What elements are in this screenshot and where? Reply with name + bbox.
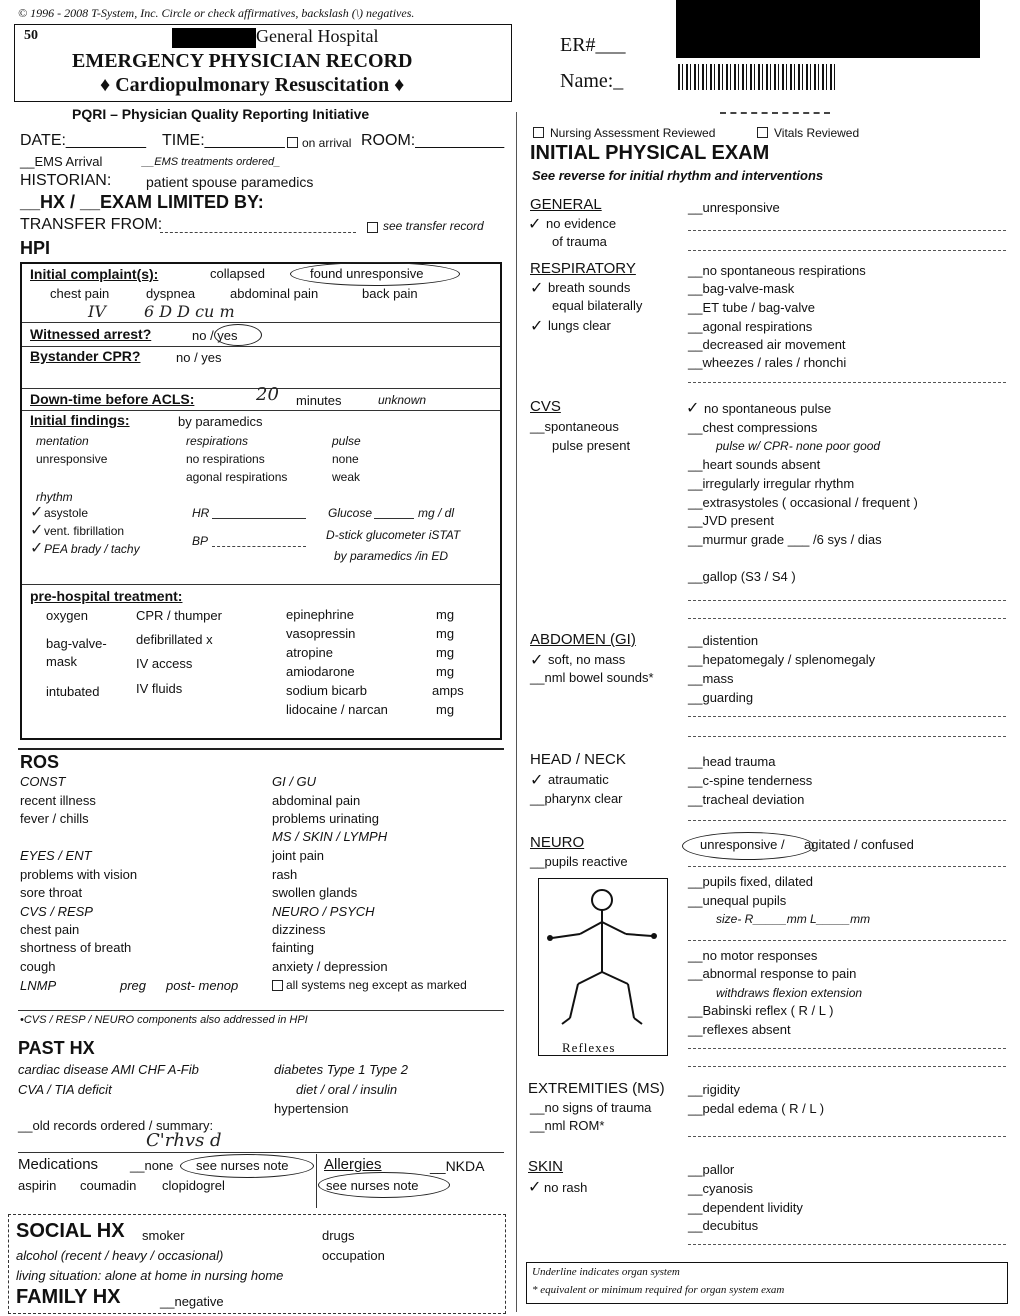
- head-atraumatic[interactable]: atraumatic: [548, 772, 609, 787]
- dose-unit: mg: [436, 645, 455, 660]
- cvs-pulse-cpr[interactable]: pulse w/ CPR- none poor good: [716, 439, 881, 453]
- patient-name-label: Name:_: [560, 70, 624, 92]
- ros-msskin: MS / SKIN / LYMPH: [272, 829, 388, 844]
- ros-footnote: •CVS / RESP / NEURO components also addressed in HPI: [20, 1014, 308, 1026]
- bvm-option-line2: mask: [46, 654, 78, 669]
- ros-cough[interactable]: cough: [20, 959, 56, 974]
- neuro-response-type[interactable]: withdraws flexion extension: [716, 986, 863, 1000]
- form-number: 50: [24, 28, 38, 43]
- dose-unit: amps: [432, 683, 464, 698]
- pea-option[interactable]: PEA brady / tachy: [44, 542, 140, 556]
- cvs-chest-compressions[interactable]: __chest compressions: [688, 420, 818, 435]
- glucose-by[interactable]: by paramedics /in ED: [334, 549, 449, 563]
- neuro-unequal-pupils[interactable]: __unequal pupils: [688, 893, 787, 908]
- general-unresponsive[interactable]: __unresponsive: [688, 200, 780, 215]
- hpi-heading: HPI: [20, 238, 51, 258]
- ros-fever[interactable]: fever / chills: [20, 811, 89, 826]
- neuro-reflexes-absent[interactable]: __reflexes absent: [688, 1022, 791, 1037]
- bicarb-option[interactable]: sodium bicarb: [286, 683, 367, 698]
- occupation-field[interactable]: occupation: [322, 1248, 385, 1263]
- abd-bowel-sounds[interactable]: __nml bowel sounds*: [530, 670, 654, 685]
- smoker-option[interactable]: smoker: [142, 1228, 185, 1243]
- handwriting-iv: IV: [88, 302, 106, 321]
- witnessed-arrest-label: Witnessed arrest?: [30, 326, 152, 342]
- exam-heading: INITIAL PHYSICAL EXAM: [530, 142, 770, 164]
- circle-mark: [318, 1172, 450, 1198]
- ros-abd-pain[interactable]: abdominal pain: [272, 793, 361, 808]
- vitals-reviewed-checkbox[interactable]: [757, 127, 768, 138]
- hypertension[interactable]: hypertension: [274, 1101, 349, 1116]
- reflexes-label: Reflexes: [562, 1040, 616, 1055]
- hx-exam-limited[interactable]: __HX / __EXAM LIMITED BY:: [20, 192, 264, 212]
- ros-neuro: NEURO / PSYCH: [272, 904, 375, 919]
- on-arrival-label: on arrival: [302, 136, 352, 150]
- family-hx-heading: FAMILY HX: [16, 1286, 121, 1308]
- cvs-no-pulse[interactable]: no spontaneous pulse: [704, 401, 832, 416]
- abd-mass[interactable]: __mass: [688, 671, 734, 686]
- skin-lividity[interactable]: __dependent lividity: [688, 1200, 803, 1215]
- oxygen-option[interactable]: oxygen: [46, 608, 88, 623]
- see-transfer-label: see transfer record: [383, 219, 484, 233]
- vfib-option[interactable]: vent. fibrillation: [44, 524, 125, 538]
- coumadin-option[interactable]: coumadin: [80, 1178, 137, 1193]
- initial-complaints-label: Initial complaint(s):: [30, 266, 159, 282]
- found-unresponsive-option[interactable]: found unresponsive: [310, 266, 424, 281]
- vasopressin-option[interactable]: vasopressin: [286, 626, 356, 641]
- abdominal-pain-option[interactable]: abdominal pain: [230, 286, 319, 301]
- legend-equivalent: * equivalent or minimum required for organ system exam: [532, 1284, 785, 1296]
- abd-soft[interactable]: soft, no mass: [548, 652, 626, 667]
- checkmark: ✓: [528, 216, 542, 233]
- ems-treatments[interactable]: __EMS treatments ordered_: [142, 156, 281, 168]
- neuro-babinski[interactable]: __Babinski reflex ( R / L ): [688, 1003, 834, 1018]
- all-neg-checkbox[interactable]: [272, 980, 283, 991]
- resp-no-spontaneous[interactable]: __no spontaneous respirations: [688, 263, 866, 278]
- ros-fainting[interactable]: fainting: [272, 940, 314, 955]
- handwriting-scribble: 6 D D cu m: [144, 302, 235, 321]
- amiodarone-option[interactable]: amiodarone: [286, 664, 355, 679]
- neuro-heading: NEURO: [530, 834, 585, 851]
- cvs-heading: CVS: [530, 398, 561, 415]
- bp-field[interactable]: BP: [192, 534, 209, 548]
- circle-mark: [682, 832, 814, 860]
- ros-glands[interactable]: swollen glands: [272, 885, 358, 900]
- cvs-gallop[interactable]: __gallop (S3 / S4 ): [688, 569, 796, 584]
- ems-arrival[interactable]: __EMS Arrival: [20, 154, 103, 169]
- ros-vision[interactable]: problems with vision: [20, 867, 138, 882]
- checkmark: ✓: [528, 1179, 542, 1196]
- downtime-label: Down-time before ACLS:: [30, 391, 195, 407]
- hr-field[interactable]: HR: [192, 506, 210, 520]
- ros-eyes: EYES / ENT: [20, 848, 92, 863]
- see-transfer-checkbox[interactable]: [367, 222, 378, 233]
- living-situation[interactable]: living situation: alone at home in nursing home: [16, 1268, 284, 1283]
- resp-wheezes[interactable]: __wheezes / rales / rhonchi: [688, 355, 847, 370]
- witnessed-options[interactable]: no / yes: [192, 328, 238, 343]
- form-title: EMERGENCY PHYSICIAN RECORD: [72, 50, 413, 72]
- dose-unit: mg: [436, 607, 455, 622]
- skin-no-rash[interactable]: no rash: [544, 1180, 588, 1195]
- medications-label: Medications: [18, 1156, 99, 1173]
- neuro-no-motor[interactable]: __no motor responses: [688, 948, 818, 963]
- respirations-label: respirations: [186, 434, 249, 448]
- cvs-irregular[interactable]: __irregularly irregular rhythm: [688, 476, 855, 491]
- agonal-option[interactable]: agonal respirations: [186, 470, 288, 484]
- abd-distention[interactable]: __distention: [688, 633, 759, 648]
- ros-dizziness[interactable]: dizziness: [272, 922, 326, 937]
- medications-none[interactable]: __none: [130, 1158, 174, 1173]
- barcode: [678, 64, 838, 90]
- general-heading: GENERAL: [530, 196, 602, 213]
- extremities-heading: EXTREMITIES (MS): [528, 1080, 665, 1097]
- abd-guarding[interactable]: __guarding: [688, 690, 754, 705]
- ros-joint-pain[interactable]: joint pain: [272, 848, 325, 863]
- clopidogrel-option[interactable]: clopidogrel: [162, 1178, 225, 1193]
- vitals-reviewed-label: Vitals Reviewed: [774, 126, 860, 140]
- unresponsive-option[interactable]: unresponsive: [36, 452, 108, 466]
- no-respirations-option[interactable]: no respirations: [186, 452, 265, 466]
- ros-throat[interactable]: sore throat: [20, 885, 83, 900]
- dyspnea-option[interactable]: dyspnea: [146, 286, 196, 301]
- resp-bvm[interactable]: __bag-valve-mask: [688, 281, 795, 296]
- on-arrival-checkbox[interactable]: [287, 137, 298, 148]
- neuro-pupils-reactive[interactable]: __pupils reactive: [530, 854, 628, 869]
- checkmark: ✓: [30, 540, 44, 557]
- see-reverse-note: See reverse for initial rhythm and interventions: [532, 168, 824, 183]
- all-neg-label: all systems neg except as marked: [286, 978, 467, 992]
- cvs-pulse-present: pulse present: [552, 438, 631, 453]
- equal-bilaterally-line: equal bilaterally: [552, 298, 643, 313]
- historian-options[interactable]: patient spouse paramedics: [146, 174, 314, 190]
- stick-figure-icon: [540, 880, 666, 1036]
- ros-gigu: GI / GU: [272, 774, 317, 789]
- bvm-option[interactable]: bag-valve-: [46, 636, 107, 651]
- ros-preg[interactable]: preg: [120, 978, 147, 993]
- allergies-label: Allergies: [324, 1156, 382, 1173]
- redacted-hospital: [172, 28, 256, 48]
- ros-cvs: CVS / RESP: [20, 904, 93, 919]
- head-neck-heading: HEAD / NECK: [530, 751, 626, 768]
- checkmark: ✓: [530, 772, 544, 789]
- respiratory-heading: RESPIRATORY: [530, 260, 636, 277]
- abdomen-heading: ABDOMEN (GI): [530, 631, 636, 648]
- cardiac-disease[interactable]: cardiac disease AMI CHF A-Fib: [18, 1062, 199, 1077]
- ros-anxiety[interactable]: anxiety / depression: [272, 959, 388, 974]
- cvs-jvd[interactable]: __JVD present: [688, 513, 774, 528]
- checkmark: ✓: [530, 318, 544, 335]
- ros-recent-illness[interactable]: recent illness: [20, 793, 96, 808]
- neuro-pupil-size[interactable]: size- R_____mm L_____mm: [716, 912, 871, 926]
- time-field[interactable]: TIME:_________: [162, 132, 285, 149]
- hospital-name: General Hospital: [256, 26, 379, 46]
- neuro-abnormal-pain[interactable]: __abnormal response to pain: [688, 966, 857, 981]
- pulse-none-option[interactable]: none: [332, 452, 359, 466]
- ros-urinating[interactable]: problems urinating: [272, 811, 379, 826]
- ext-pedal-edema[interactable]: __pedal edema ( R / L ): [688, 1101, 825, 1116]
- legend-underline: Underline indicates organ system: [532, 1266, 680, 1278]
- room-field[interactable]: ROOM:__________: [361, 132, 505, 149]
- skin-heading: SKIN: [528, 1158, 564, 1175]
- atropine-option[interactable]: atropine: [286, 645, 333, 660]
- chest-pain-option[interactable]: chest pain: [50, 286, 110, 301]
- neuro-unresponsive[interactable]: unresponsive /: [700, 837, 785, 852]
- dose-unit: mg: [436, 702, 455, 717]
- er-number-label: ER#___: [560, 34, 626, 56]
- ext-rigidity[interactable]: __rigidity: [688, 1082, 741, 1097]
- circle-mark: [290, 262, 460, 286]
- checkmark: ✓: [30, 522, 44, 539]
- iv-fluids-option[interactable]: IV fluids: [136, 681, 183, 696]
- nursing-reviewed-label: Nursing Assessment Reviewed: [550, 126, 716, 140]
- social-hx-heading: SOCIAL HX: [16, 1220, 125, 1242]
- head-cspine[interactable]: __c-spine tenderness: [688, 773, 813, 788]
- redacted-patient-info: [676, 0, 980, 58]
- lidocaine-option[interactable]: lidocaine / narcan: [286, 702, 388, 717]
- dose-unit: mg: [436, 664, 455, 679]
- asystole-option[interactable]: asystole: [44, 506, 89, 520]
- past-hx-heading: PAST HX: [18, 1038, 95, 1058]
- cpr-option[interactable]: CPR / thumper: [136, 608, 222, 623]
- intubated-option[interactable]: intubated: [46, 684, 100, 699]
- checkmark: ✓: [530, 280, 544, 297]
- ext-nml-rom[interactable]: __nml ROM*: [530, 1118, 605, 1133]
- head-tracheal[interactable]: __tracheal deviation: [688, 792, 805, 807]
- head-pharynx[interactable]: __pharynx clear: [530, 791, 623, 806]
- rhythm-label: rhythm: [36, 490, 73, 504]
- head-trauma[interactable]: __head trauma: [688, 754, 776, 769]
- transfer-from-label: TRANSFER FROM:: [20, 216, 163, 233]
- initial-findings-label: Initial findings:: [30, 412, 130, 428]
- family-negative[interactable]: __negative: [160, 1294, 224, 1309]
- allergies-see-nurses[interactable]: see nurses note: [326, 1178, 419, 1193]
- cva-tia[interactable]: CVA / TIA deficit: [18, 1082, 112, 1097]
- back-pain-option[interactable]: back pain: [362, 286, 418, 301]
- mentation-label: mentation: [36, 434, 89, 448]
- iv-access-option[interactable]: IV access: [136, 656, 193, 671]
- cvs-heart-sounds[interactable]: __heart sounds absent: [688, 457, 821, 472]
- checkmark: ✓: [686, 400, 700, 417]
- bystander-cpr-label: Bystander CPR?: [30, 348, 141, 364]
- collapsed-option[interactable]: collapsed: [210, 266, 265, 281]
- diabetes-treatment[interactable]: diet / oral / insulin: [296, 1082, 398, 1097]
- pulse-label: pulse: [332, 434, 361, 448]
- drugs-option[interactable]: drugs: [322, 1228, 355, 1243]
- pqri-line: PQRI – Physician Quality Reporting Initiative: [72, 106, 370, 122]
- glucose-method[interactable]: D-stick glucometer iSTAT: [326, 528, 461, 542]
- ros-rash[interactable]: rash: [272, 867, 298, 882]
- dose-unit: mg: [436, 626, 455, 641]
- skin-pallor[interactable]: __pallor: [688, 1162, 735, 1177]
- form-subtitle: ♦ Cardiopulmonary Resuscitation ♦: [100, 74, 405, 96]
- diabetes[interactable]: diabetes Type 1 Type 2: [274, 1062, 408, 1077]
- copyright-line: © 1996 - 2008 T-System, Inc. Circle or check affirmatives, backslash (\) negatives.: [18, 6, 415, 20]
- checkmark: ✓: [530, 652, 544, 669]
- prehospital-label: pre-hospital treatment:: [30, 588, 183, 604]
- ros-chest-pain[interactable]: chest pain: [20, 922, 80, 937]
- breath-sounds-option[interactable]: breath sounds: [548, 280, 631, 295]
- resp-et-tube[interactable]: __ET tube / bag-valve: [688, 300, 815, 315]
- glucose-field[interactable]: Glucose: [328, 506, 373, 520]
- skin-cyanosis[interactable]: __cyanosis: [688, 1181, 754, 1196]
- minutes-label: minutes: [296, 393, 342, 408]
- ros-const: CONST: [20, 774, 66, 789]
- resp-agonal[interactable]: __agonal respirations: [688, 319, 813, 334]
- unknown-option[interactable]: unknown: [378, 393, 427, 407]
- cvs-spontaneous[interactable]: __spontaneous: [530, 419, 619, 434]
- alcohol-option[interactable]: alcohol (recent / heavy / occasional): [16, 1248, 224, 1263]
- abd-hepatomegaly[interactable]: __hepatomegaly / splenomegaly: [688, 652, 876, 667]
- ros-postmenop[interactable]: post- menop: [166, 978, 239, 993]
- glucose-unit: mg / dl: [418, 506, 455, 520]
- pulse-weak-option[interactable]: weak: [332, 470, 361, 484]
- epinephrine-option[interactable]: epinephrine: [286, 607, 354, 622]
- lungs-clear-option[interactable]: lungs clear: [548, 318, 611, 333]
- ext-no-trauma[interactable]: __no signs of trauma: [530, 1100, 652, 1115]
- circle-mark: [214, 324, 262, 346]
- circle-mark: [180, 1154, 314, 1178]
- checkmark: ✓: [30, 504, 44, 521]
- cvs-extrasystoles[interactable]: __extrasystoles ( occasional / frequent ): [688, 495, 918, 510]
- aspirin-option[interactable]: aspirin: [18, 1178, 57, 1193]
- medications-see-nurses[interactable]: see nurses note: [196, 1158, 289, 1173]
- cvs-murmur[interactable]: __murmur grade ___ /6 sys / dias: [688, 532, 882, 547]
- defib-option[interactable]: defibrillated x: [136, 632, 213, 647]
- handwriting-old-records: C'rhvs d: [146, 1130, 222, 1151]
- skin-decubitus[interactable]: __decubitus: [688, 1218, 759, 1233]
- of-trauma-line: of trauma: [552, 234, 607, 249]
- handwriting-downtime: 20: [256, 384, 279, 405]
- date-field[interactable]: DATE:_________: [20, 132, 147, 149]
- resp-decreased-air[interactable]: __decreased air movement: [688, 337, 846, 352]
- neuro-pupils-fixed[interactable]: __pupils fixed, dilated: [688, 874, 814, 889]
- ros-sob[interactable]: shortness of breath: [20, 940, 132, 955]
- allergies-nkda[interactable]: __NKDA: [430, 1158, 485, 1174]
- no-evidence-option[interactable]: no evidence: [546, 216, 617, 231]
- nursing-reviewed-checkbox[interactable]: [533, 127, 544, 138]
- old-records[interactable]: __old records ordered / summary:: [18, 1118, 214, 1133]
- bystander-options[interactable]: no / yes: [176, 350, 222, 365]
- historian-label: HISTORIAN:: [20, 172, 112, 189]
- by-paramedics-label: by paramedics: [178, 414, 263, 429]
- ros-lnmp[interactable]: LNMP: [20, 978, 57, 993]
- ros-heading: ROS: [20, 752, 60, 772]
- neuro-agitated[interactable]: agitated / confused: [804, 837, 914, 852]
